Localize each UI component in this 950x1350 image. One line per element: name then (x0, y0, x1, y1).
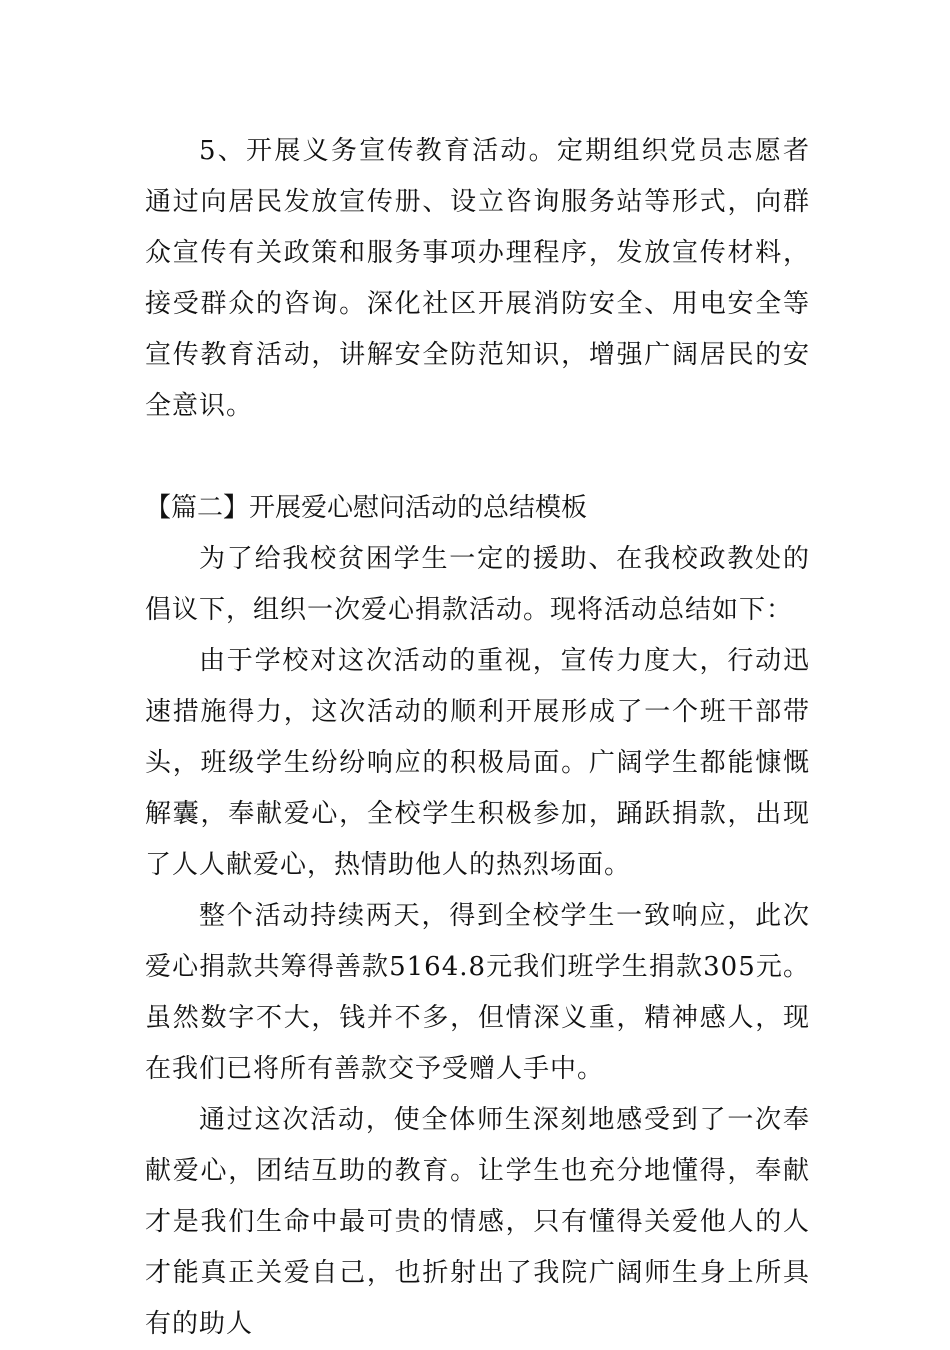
paragraph-activity-effect: 由于学校对这次活动的重视，宣传力度大，行动迅速措施得力，这次活动的顺利开展形成了一个班干部带头，班级学生纷纷响应的积极局面。广阔学生都能慷慨解囊，奉献爱心，全校学生积极参加，踊跃捐款，出现了人人献爱心，热情助他人的热烈场面。 (145, 646, 810, 880)
paragraph-publicity-activity: 5、开展义务宣传教育活动。定期组织党员志愿者通过向居民发放宣传册、设立咨询服务站等形式，向群众宣传有关政策和服务事项办理程序，发放宣传材料，接受群众的咨询。深化社区开展消防安全、用电安全等宣传教育活动，讲解安全防范知识，增强广阔居民的安全意识。 (145, 136, 810, 421)
paragraph-donation-amount: 整个活动持续两天，得到全校学生一致响应，此次爱心捐款共筹得善款5164.8元我们班学生捐款305元。虽然数字不大，钱并不多，但情深义重，精神感人，现在我们已将所有善款交予受赠人手中。 (145, 901, 810, 1084)
paragraph-conclusion: 通过这次活动，使全体师生深刻地感受到了一次奉献爱心，团结互助的教育。让学生也充分地懂得，奉献才是我们生命中最可贵的情感，只有懂得关爱他人的人才能真正关爱自己，也折射出了我院广阔师生身上所具有的助人 (145, 1105, 810, 1339)
document-body (145, 126, 810, 1350)
section-heading: 【篇二】开展爱心慰问活动的总结模板 (145, 493, 588, 523)
paragraph-intro: 为了给我校贫困学生一定的援助、在我校政教处的倡议下，组织一次爱心捐款活动。现将活动总结如下： (145, 544, 810, 625)
